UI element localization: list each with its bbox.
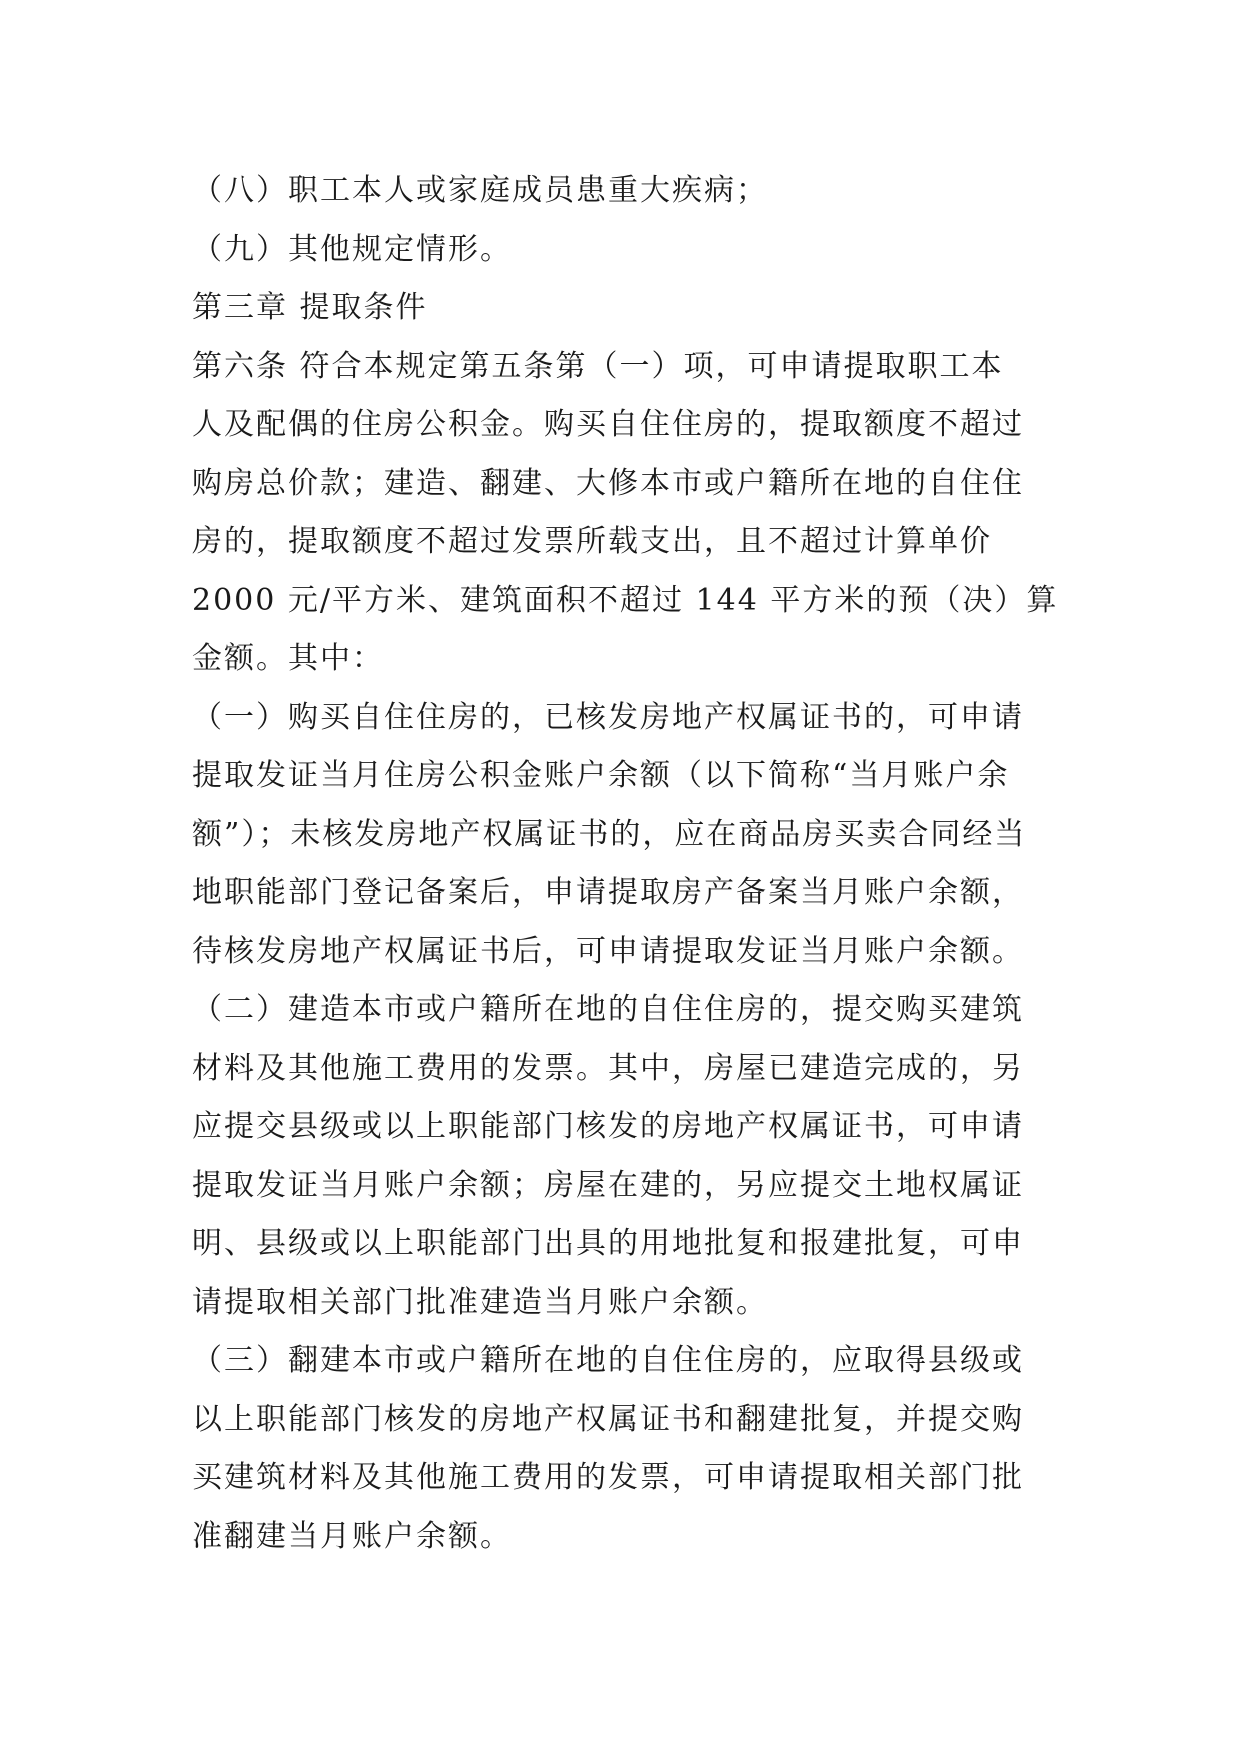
text-line: 明、县级或以上职能部门出具的用地批复和报建批复，可申 xyxy=(192,1226,1024,1261)
subclause-2-paragraph xyxy=(192,981,1062,1332)
text-line: 应提交县级或以上职能部门核发的房地产权属证书，可申请 xyxy=(192,1109,1024,1144)
text-line: 第六条 符合本规定第五条第（一）项，可申请提取职工本 xyxy=(192,348,1004,384)
text-line: 地职能部门登记备案后，申请提取房产备案当月账户余额， xyxy=(192,875,1024,910)
text-line: 请提取相关部门批准建造当月账户余额。 xyxy=(192,1284,768,1320)
text-line: 额”）；未核发房地产权属证书的，应在商品房买卖合同经当 xyxy=(192,816,1027,852)
text-line: 买建筑材料及其他施工费用的发票，可申请提取相关部门批 xyxy=(192,1460,1024,1495)
subclause-3-paragraph xyxy=(192,1332,1062,1566)
text-line: 金额。其中： xyxy=(192,641,384,676)
text-line: （二）建造本市或户籍所在地的自住住房的，提交购买建筑 xyxy=(192,992,1024,1027)
chapter-title: 第三章 提取条件 xyxy=(192,290,428,325)
subclause-1-paragraph xyxy=(192,689,1062,982)
article-6-paragraph xyxy=(192,338,1062,689)
text-line: 提取发证当月账户余额；房屋在建的，另应提交土地权属证 xyxy=(192,1167,1024,1203)
chapter-heading xyxy=(192,279,1062,338)
text-line: 提取发证当月住房公积金账户余额（以下简称“当月账户余 xyxy=(192,758,1010,793)
text-line: 材料及其他施工费用的发票。其中，房屋已建造完成的，另 xyxy=(192,1050,1024,1086)
document-body xyxy=(192,162,1062,1566)
text-line: （一）购买自住住房的，已核发房地产权属证书的，可申请 xyxy=(192,699,1024,735)
text-line: 人及配偶的住房公积金。购买自住住房的，提取额度不超过 xyxy=(192,407,1024,442)
text-line: （八）职工本人或家庭成员患重大疾病； xyxy=(192,173,768,208)
clause-item-8 xyxy=(192,162,1062,221)
text-line: （三）翻建本市或户籍所在地的自住住房的，应取得县级或 xyxy=(192,1343,1024,1378)
clause-item-9 xyxy=(192,221,1062,280)
text-line: 以上职能部门核发的房地产权属证书和翻建批复，并提交购 xyxy=(192,1401,1024,1437)
text-line: 购房总价款；建造、翻建、大修本市或户籍所在地的自住住 xyxy=(192,465,1024,501)
text-line: （九）其他规定情形。 xyxy=(192,231,512,267)
text-line: 2000 元/平方米、建筑面积不超过 144 平方米的预（决）算 xyxy=(192,582,1059,618)
text-line: 房的，提取额度不超过发票所载支出，且不超过计算单价 xyxy=(192,524,992,559)
text-line: 待核发房地产权属证书后，可申请提取发证当月账户余额。 xyxy=(192,933,1024,969)
text-line: 准翻建当月账户余额。 xyxy=(192,1518,512,1554)
